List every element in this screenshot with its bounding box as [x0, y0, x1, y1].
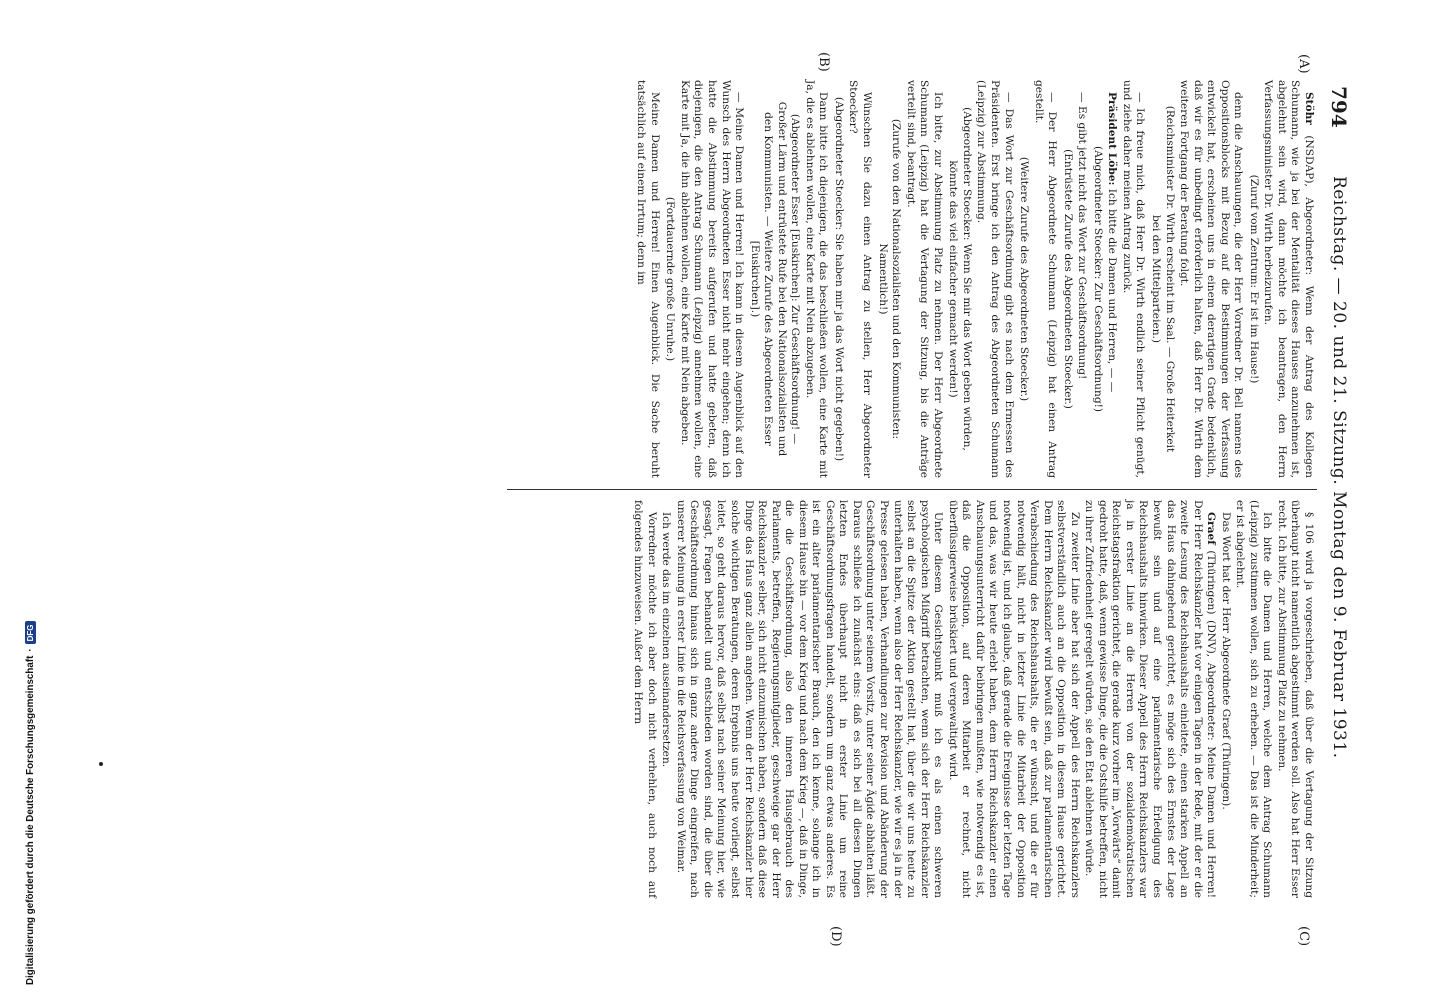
- paragraph: Meine Damen und Herren! Einen Augenblick. Die Sache beruht tatsächlich auf einem Irrtum; denn im: [635, 80, 661, 478]
- page-header: [1321, 80, 1355, 920]
- paragraph: — Es gibt jetzt nicht das Wort zur Geschäftsordnung!: [1076, 92, 1089, 380]
- speaker-name: Stöhr: [1303, 92, 1315, 125]
- left-column: [633, 80, 1315, 478]
- speaker-name: Präsident Löbe:: [1106, 92, 1119, 186]
- paragraph: Wünschen Sie dazu einen Antrag zu stellen, Herr Abgeordneter Stoecker?: [847, 80, 874, 478]
- stage-direction: (Weitere Zurufe des Abgeordneten Stoecker.): [1018, 156, 1031, 402]
- margin-mark-d: (D): [828, 926, 843, 947]
- margin-mark-b: (B): [816, 52, 831, 72]
- paragraph: [1082, 500, 1217, 898]
- credit-separator: ·: [24, 648, 36, 652]
- margin-mark-c: (C): [1296, 926, 1311, 947]
- paragraph: Dann bitte ich diejenigen, die das beschließen wollen, eine Karte mit Ja, die es ablehnen wollen, eine Karte mit Nein abzugeben.: [803, 80, 830, 478]
- paragraph: Ich werde das im einzelnen auseinandersetzen.: [660, 512, 673, 768]
- margin-mark-a: (A): [1296, 54, 1311, 74]
- speech-text: Ich bitte die Damen und Herren, — —: [1106, 185, 1119, 393]
- paragraph: — Ich freue mich, daß Herr Dr. Wirth endlich seiner Pflicht genügt, und ziehe daher meinen Antrag zurück.: [1120, 80, 1147, 478]
- digitization-credit: [22, 5, 38, 985]
- paragraph: Das Wort hat der Herr Abgeordnete Graef (Thüringen).: [1219, 512, 1232, 810]
- paragraph: denn die Anschauungen, die der Herr Vorredner Dr. Bell namens des Oppositionsblocks mit Bezug auf die Bestimmungen der Verfassung entwickelt hat, erscheinen uns in einem derartigen Grade bedenklich, daß wir es für unbedingt erforderlich halten, daß Herr Dr. Wirth dem weiteren Fortgang der Beratung folgt.: [1178, 80, 1245, 478]
- speech-text: (NSDAP), Abgeordneter: Wenn der Antrag des Kollegen Schumann, wie ja bei der Mentalität dieses Hauses anzunehmen ist, abgelehnt sein wird, dann möchte ich beantragen, den Herrn Verfassungsminister Dr. Wirth herbeizurufen.: [1262, 80, 1315, 478]
- rotated-page: [125, 52, 1355, 947]
- right-column: [630, 500, 1315, 898]
- credit-text: Digitalisierung gefördert durch die Deutsche Forschungsgemeinschaft: [24, 655, 36, 985]
- stage-direction: (Abgeordneter Esser [Euskirchen]: Zur Geschäftsordnung! — Großer Lärm und entrüstete Rufe bei den Nationalsozialisten und den Kommunisten. — Weitere Zurufe des Abgeordneten Esser [Euskirchen].): [748, 101, 802, 457]
- paragraph: — Der Herr Abgeordnete Schumann (Leipzig) hat einen Antrag gestellt.: [1032, 80, 1059, 478]
- page-number: 794: [1327, 86, 1351, 128]
- running-head: Reichstag. — 20. und 21. Sitzung. Montag den 9. Februar 1931.: [1329, 176, 1349, 759]
- stage-direction: (Abgeordneter Stoecker: Zur Geschäftsordnung!): [1091, 145, 1104, 412]
- column-divider: [507, 489, 1317, 490]
- paragraph: Unter diesem Gesichtspunkt muß ich es als einen schweren psychologischen Mißgriff betrachten, wenn sich der Herr Reichskanzler selbst an die Spitze der Aktion gestellt hat, über die wir uns heute zu unterhalten haben, wenn also der Herr Reichskanzler, wie wir es ja in der Presse gelesen haben, Verhandlungen zur Revision und Abänderung der Geschäftsordnung unter seinem Vorsitz, unter seiner Ägide abhalten läßt. Daraus schließe ich zunächst eins: daß es sich bei all diesen Dingen letzten Endes überhaupt nicht in erster Linie um reine Geschäftsordnungsfragen handelt, sondern um ganz etwas anderes. Es ist ein alter parlamentarischer Brauch, den ich kenne, solange ich in diesem Hause bin — vor dem Krieg und nach dem Krieg —, daß in Dinge, die die Geschäftsordnung, also den inneren Hausgebrauch des Parlaments, betreffen, Regierungsmitglieder, geschweige gar der Herr Reichskanzler selber, sich nicht einzumischen haben, sondern daß diese Dinge das Haus ganz allein angehen. Wenn der Herr Reichskanzler hier solche wichtigen Beratungen, deren Ergebnis uns heute vorliegt, selbst leitet, so geht daraus hervor, daß selbst nach seiner Meinung hier, wie gesagt, Fragen behandelt und entschieden worden sind, die über die Geschäftsordnung hinaus sich in ganz andere Dinge eingreifen, nach unserer Meinung in erster Linie in die Reichsverfassung von Weimar.: [674, 500, 945, 898]
- paragraph: Zu zweiter Linie aber hat sich der Appell des Herrn Reichskanzlers selbstverständlich auch an die Opposition in diesem Hause gerichtet. Dem Herrn Reichskanzler wird bewußt sein, daß zur parlamentarischen Verabschiedung des Reichshaushalts, die er wünscht, und die er für notwendig hält, nicht in letzter Linie die Mitarbeit der Opposition notwendig ist, und ich glaube, daß gerade die Ereignisse der letzten Tage und das, was wir heute erlebt haben, dem Herrn Reichskanzler einen Anschauungsunterricht dafür beibringen mußten, wie notwendig es ist, daß die Opposition, auf deren Mitarbeit er rechnet, nicht überflüssigerweise brüskiert und vergewaltigt wird.: [946, 500, 1081, 898]
- paragraph: § 106 wird ja vorgeschrieben, daß über die Vertagung der Sitzung überhaupt nicht namentlich abgestimmt werden soll. Also hat Herr Esser recht. Ich bitte, zur Abstimmung Platz zu nehmen.: [1275, 500, 1315, 898]
- stage-direction: (Abgeordneter Stoecker: Wenn Sie mir das Wort geben würden, könnte das viel einfacher gemacht werden!): [947, 107, 973, 451]
- speaker-name: Graef: [1205, 512, 1218, 545]
- paragraph: Ich bitte, zur Abstimmung Platz zu nehmen. Der Herr Abgeordnete Schumann (Leipzig) hat die Vertagung der Sitzung, bis die Anträge verteilt sind, beantragt.: [904, 80, 944, 478]
- stage-direction: (Zurufe von den Nationalsozialisten und den Kommunisten: Namentlich!): [876, 118, 903, 440]
- stage-direction: (Abgeordneter Stoecker: Sie haben mir ja das Wort nicht gegeben!): [832, 96, 845, 462]
- paragraph: Vorredner möchte ich aber doch nicht verhehlen, auch noch auf folgendes hinzuweisen. Außer dem Herrn: [632, 500, 658, 898]
- paragraph: — Das Wort zur Geschäftsordnung gibt es nach dem Ermessen des Präsidenten. Erst bringe ich den Antrag des Abgeordneten Schumann (Leipzig) zur Abstimmung.: [975, 80, 1015, 478]
- dfg-logo: DFG: [25, 622, 36, 645]
- stage-direction: (Fortdauernde große Unruhe.): [664, 196, 677, 362]
- paragraph: Ich bitte die Damen und Herren, welche dem Antrag Schumann (Leipzig) zustimmen wollen, sich zu erheben. — Das ist die Minderheit; er ist abgelehnt.: [1234, 500, 1274, 898]
- stage-direction: (Reichsminister Dr. Wirth erscheint im Saal. — Große Heiterkeit bei den Mittelparteien.): [1149, 105, 1176, 453]
- paragraph: — Meine Damen und Herren! Ich kann in diesem Augenblick auf den Wunsch des Herrn Abgeordneten Esser nicht mehr eingehen; denn ich hatte die Abstimmung bereits aufgerufen und hatte gebeten, daß diejenigen, die den Antrag Schumann (Leipzig) annehmen wollen, eine Karte mit Ja, die ihn ablehnen wollen, eine Karte mit Nein abgeben.: [678, 80, 746, 478]
- paragraph: [1105, 80, 1119, 478]
- scan-speck: [99, 762, 103, 766]
- paragraph: [1261, 80, 1315, 478]
- stage-direction: (Zuruf vom Zentrum: Er ist im Hause!): [1247, 174, 1260, 384]
- speech-text: (Thüringen) (DNV), Abgeordneter: Meine Damen und Herren! Der Herr Reichskanzler hat vor einigen Tagen in der Rede, mit der er die zweite Lesung des Reichshaushalts einleitete, einen starken Appell an das Haus dahingehend gerichtet, es möge sich des Ernstes der Lage bewußt sein und auf eine parlamentarische Erledigung des Reichshaushalts hinwirken. Dieser Appell des Herrn Reichskanzlers war ja in erster Linie an die Herren von der sozialdemokratischen Reichstagsfraktion gerichtet, die gerade kurz vorher im „Vorwärts“ damit gedroht hatte, daß, wenn gewisse Dinge, die die Ostshilfe betreffen, nicht zu ihrer Zufriedenheit geregelt würden, sie den Etat ablehnen würde.: [1083, 500, 1218, 898]
- stage-direction: (Entrüstete Zurufe des Abgeordneten Stoecker.): [1061, 149, 1074, 409]
